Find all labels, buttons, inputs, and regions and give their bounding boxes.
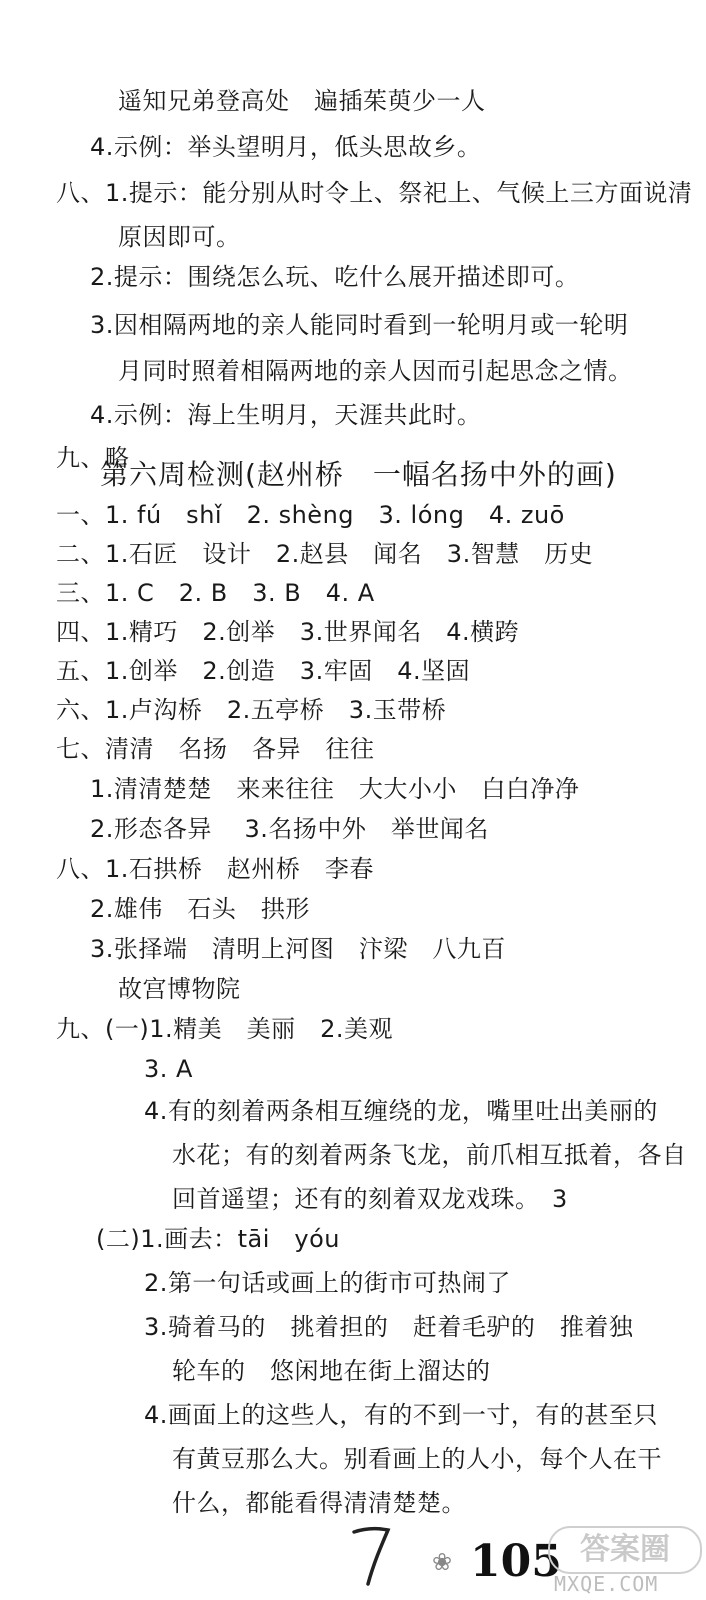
text-line: 故宫博物院 <box>118 975 241 1003</box>
text-line: 3. A <box>144 1055 193 1083</box>
text-line: 水花；有的刻着两条飞龙，前爪相互抵着，各自 <box>172 1141 687 1169</box>
text-line: 五、1.创举 2.创造 3.牢固 4.坚固 <box>56 657 471 685</box>
text-line: (二)1.画去：tāi yóu <box>96 1225 341 1253</box>
text-line: 回首遥望；还有的刻着双龙戏珠。 3 <box>172 1185 568 1213</box>
text-line: 七、清清 名扬 各异 往往 <box>56 735 375 763</box>
text-line: 3.张择端 清明上河图 汴梁 八九百 <box>90 935 506 963</box>
text-line: 六、1.卢沟桥 2.五亭桥 3.玉带桥 <box>56 696 447 724</box>
text-line: 遥知兄弟登高处 遍插茱萸少一人 <box>118 87 486 115</box>
watermark-logo <box>548 1526 698 1596</box>
text-line: 二、1.石匠 设计 2.赵县 闻名 3.智慧 历史 <box>56 540 594 568</box>
watermark-site: MXQE.COM <box>554 1572 659 1596</box>
text-line: 九、(一)1.精美 美丽 2.美观 <box>56 1015 394 1043</box>
text-line: 4.有的刻着两条相互缠绕的龙，嘴里吐出美丽的 <box>144 1097 658 1125</box>
flower-icon: ❀ <box>432 1548 453 1576</box>
text-line: 2.第一句话或画上的街市可热闹了 <box>144 1269 511 1297</box>
text-line: 3.因相隔两地的亲人能同时看到一轮明月或一轮明 <box>90 311 629 339</box>
text-line: 八、1.石拱桥 赵州桥 李春 <box>56 855 374 883</box>
page-number: 105 <box>470 1536 562 1587</box>
text-line: 九、略 <box>56 444 130 472</box>
text-line: 4.画面上的这些人，有的不到一寸，有的甚至只 <box>144 1401 658 1429</box>
watermark-brand: 答案圈 <box>548 1526 702 1574</box>
text-line: 四、1.精巧 2.创举 3.世界闻名 4.横跨 <box>56 618 520 646</box>
text-line: 3.骑着马的 挑着担的 赶着毛驴的 推着独 <box>144 1313 634 1341</box>
text-line: 2.雄伟 石头 拱形 <box>90 895 310 923</box>
text-line: 4.示例：举头望明月，低头思故乡。 <box>90 133 482 161</box>
handwritten-mark <box>348 1522 394 1588</box>
text-line: 轮车的 悠闲地在街上溜达的 <box>172 1357 491 1385</box>
text-line: 有黄豆那么大。别看画上的人小，每个人在干 <box>172 1445 662 1473</box>
text-line: 一、1. fú shǐ 2. shèng 3. lóng 4. zuō <box>56 501 565 529</box>
text-line: 1.清清楚楚 来来往往 大大小小 白白净净 <box>90 775 580 803</box>
text-line: 2.形态各异 3.名扬中外 举世闻名 <box>90 815 489 843</box>
text-line: 2.提示：围绕怎么玩、吃什么展开描述即可。 <box>90 263 580 291</box>
text-line: 三、1. C 2. B 3. B 4. A <box>56 579 375 607</box>
text-line: 八、1.提示：能分别从时令上、祭祀上、气候上三方面说清 <box>56 179 693 207</box>
text-line: 原因即可。 <box>118 223 241 251</box>
text-line: 4.示例：海上生明月，天涯共此时。 <box>90 401 482 429</box>
text-line: 什么，都能看得清清楚楚。 <box>172 1489 466 1517</box>
text-line: 月同时照着相隔两地的亲人因而引起思念之情。 <box>118 357 633 385</box>
section-title: 第六周检测(赵州桥 一幅名扬中外的画) <box>100 458 617 491</box>
